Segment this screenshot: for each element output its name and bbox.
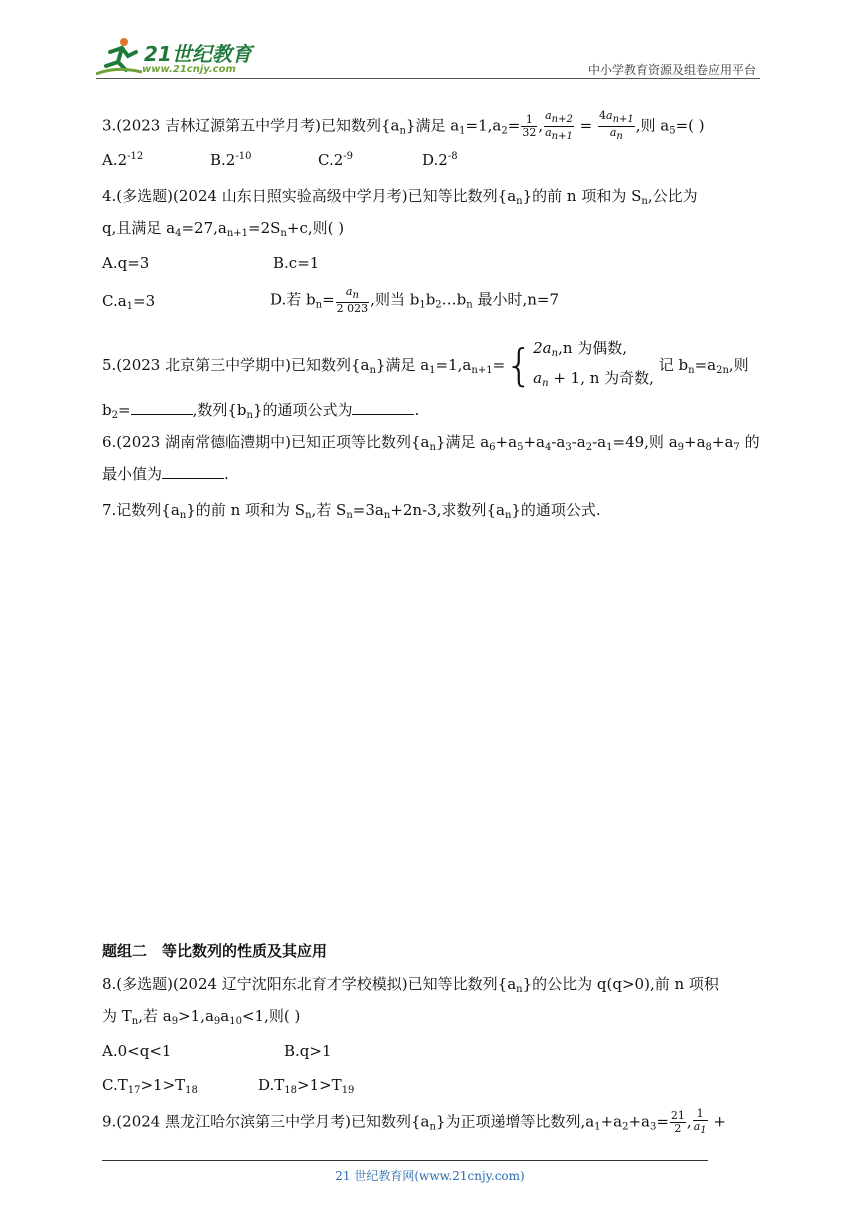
q4-option-c: $C.a_1=3$ [102, 292, 156, 312]
question-7: 7.记数列$\{a_n\}$的前 n 项和为 $S_n$,若 $S_n=3a_n+2n-3$,求数列$\{a_n\}$的通项公式. [102, 501, 601, 521]
question-3: 3.(2023 吉林辽源第五中学月考)已知数列$\{a_n\}$满足 $a_1=1,a_2=$ $\frac{1}{32}$ , $\frac{a_{n+2}}{a_{n+1}}$ = $\frac{4a_{n+1}}{a_n}$ ,则 $a_5=$( ) [102, 109, 705, 142]
logo-url: www.21cnjy.com [142, 64, 236, 75]
question-8-line-2: 为 $T_n$,若 $a_9>1,a_9a_{10}<1$,则( ) [102, 1007, 301, 1027]
question-6-line-1: 6.(2023 湖南常德临澧期中)已知正项等比数列$\{a_n\}$满足 $a_6+a_5+a_4-a_3-a_2-a_1=49$,则 $a_9+a_8+a_7$ 的 [102, 433, 760, 453]
answer-blank[interactable] [162, 464, 224, 479]
q3-option-b: $B.2^{-10}$ [210, 151, 252, 169]
runner-logo-icon [96, 36, 142, 78]
question-5-line-1: 5.(2023 北京第三中学期中)已知数列$\{a_n\}$满足 $a_1=1,a_{n+1}=${ $2a_n,n$ 为偶数, $a_n + 1$, n 为奇数, 记 $b_n=a_{2n}$,则 [102, 336, 764, 396]
q4-option-b: B.c=1 [273, 254, 320, 272]
answer-blank[interactable] [352, 400, 414, 415]
question-9-line-1: 9.(2024 黑龙江哈尔滨第三中学月考)已知数列$\{a_n\}$为正项递增等比数列$,a_1+a_2+a_3=$ $\frac{21}{2}$ , $\frac{1}{a_1}$ + [102, 1107, 726, 1136]
header-divider [96, 78, 760, 79]
q4-option-d: D.若 $b_n=$ $\frac{a_n}{2 023}$ ,则当 $b_1b_2\dots b_n$ 最小时,n=7 [270, 285, 560, 315]
answer-blank[interactable] [131, 400, 193, 415]
fraction-1-32: $\frac{1}{32}$ [522, 113, 537, 139]
q3-option-d: $D.2^{-8}$ [422, 151, 458, 169]
question-8-line-1: 8.(多选题)(2024 辽宁沈阳东北育才学校模拟)已知等比数列$\{a_n\}$的公比为 q(q>0),前 n 项积 [102, 975, 719, 995]
platform-name: 中小学教育资源及组卷应用平台 [587, 63, 756, 77]
question-4-line-1: 4.(多选题)(2024 山东日照实验高级中学月考)已知等比数列$\{a_n\}$的前 n 项和为 $S_n$,公比为 [102, 187, 698, 207]
q8-option-d: $D.T_{18}>1>T_{19}$ [258, 1076, 355, 1096]
question-4-line-2: q,且满足 $a_4=27,a_{n+1}=2S_n+c$,则( ) [102, 219, 345, 239]
piecewise-definition: { $2a_n,n$ 为偶数, $a_n + 1$, n 为奇数, [505, 339, 654, 391]
page-header [0, 0, 860, 80]
q8-option-b: B.q>1 [284, 1042, 332, 1060]
q8-option-a: A.0<q<1 [102, 1042, 172, 1060]
section-title: 题组二 等比数列的性质及其应用 [102, 942, 328, 960]
q3-option-c: $C.2^{-9}$ [318, 151, 354, 169]
q4-option-a: A.q=3 [102, 254, 150, 272]
q3-option-a: $A.2^{-12}$ [102, 151, 144, 169]
fraction-ratio-left: $\frac{a_{n+2}}{a_{n+1}}$ [545, 109, 573, 142]
question-5-line-2: $b_2=$ ,数列$\{b_n\}$的通项公式为 . [102, 401, 420, 421]
question-6-line-2: 最小值为 . [102, 465, 229, 483]
logo-text: 21世纪教育 [144, 42, 252, 66]
fraction-ratio-right: $\frac{4a_{n+1}}{a_n}$ [599, 109, 634, 142]
footer-divider [102, 1160, 708, 1161]
site-logo [96, 36, 256, 78]
footer-site-link[interactable]: 21 世纪教育网(www.21cnjy.com) [335, 1169, 525, 1183]
q8-option-c: $C.T_{17}>1>T_{18}$ [102, 1076, 198, 1096]
